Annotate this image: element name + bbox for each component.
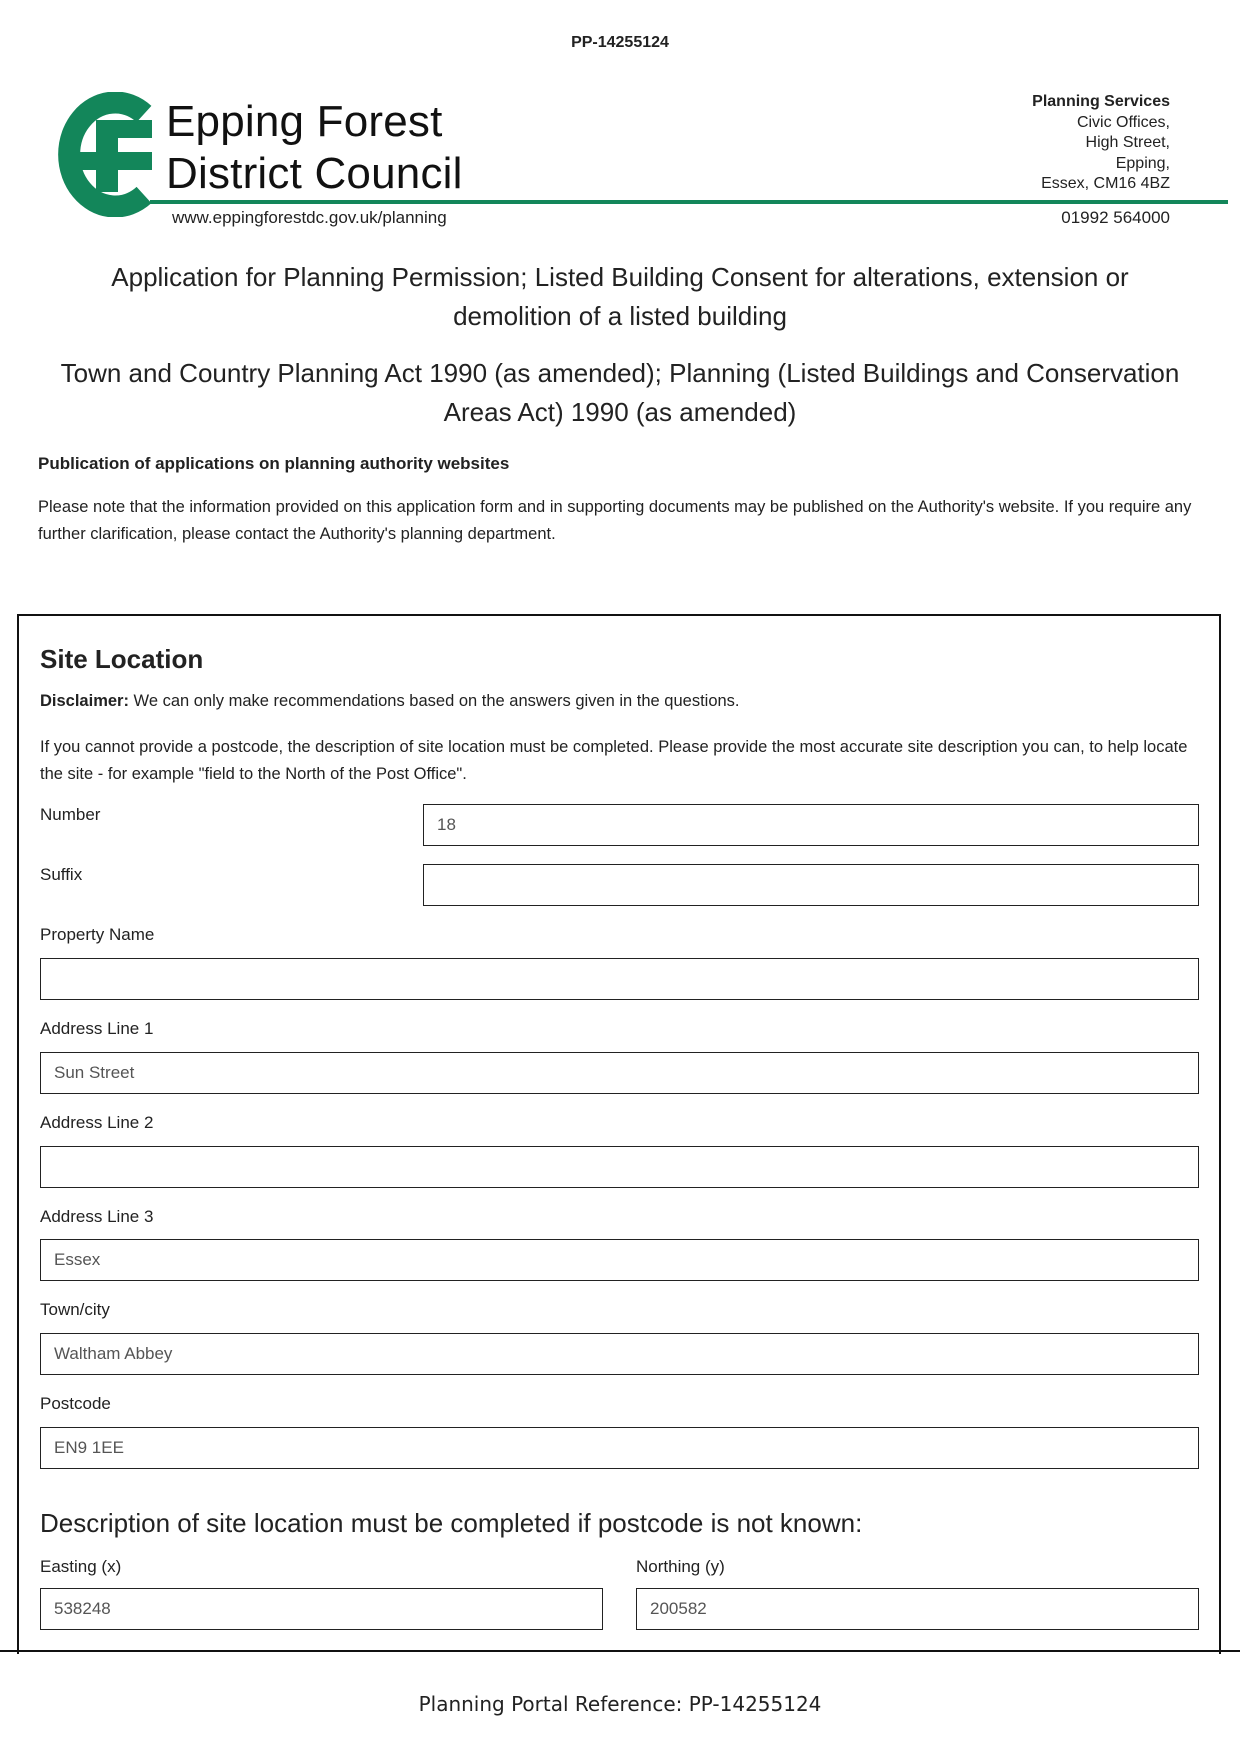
address-line-2-label: Address Line 2 [40,1113,154,1132]
site-instruction: If you cannot provide a postcode, the description of site location must be completed. Please provide the most accurate site description you can, to help locate the site - for example "field to the North of the Post Office". [40,738,1188,783]
site-location-section [17,614,1221,1654]
northing-field[interactable]: 200582 [636,1588,1199,1630]
council-name-line-1: Epping Forest [166,97,443,146]
address-line: High Street, [1085,134,1170,151]
section-title: Site Location [40,644,204,674]
form-title: Application for Planning Permission; Listed Building Consent for alterations, extension or demolition of a listed building [111,262,1129,331]
disclaimer-text: We can only make recommendations based on the answers given in the questions. [128,692,740,710]
council-address [1032,92,1170,195]
page-divider [0,1650,1240,1652]
council-header [58,88,1170,238]
address-line-1-field[interactable]: Sun Street [40,1052,1199,1094]
header-divider [150,200,1228,204]
description-heading: Description of site location must be completed if postcode is not known: [40,1508,863,1538]
footer-reference: Planning Portal Reference: PP-14255124 [418,1692,822,1716]
address-line: Epping, [1115,154,1170,172]
number-field[interactable]: 18 [423,804,1199,846]
disclaimer-label: Disclaimer: [40,692,129,710]
document-reference: PP-14255124 [571,34,669,51]
number-label: Number [40,805,101,824]
council-phone: 01992 564000 [1061,208,1170,227]
town-city-label: Town/city [40,1300,110,1319]
property-name-label: Property Name [40,925,155,944]
service-title: Planning Services [1032,93,1170,110]
address-line: Civic Offices, [1076,113,1170,131]
town-city-field[interactable]: Waltham Abbey [40,1333,1199,1375]
publication-text: Please note that the information provided on this application form and in supporting documents may be published on the Authority's website. If you require any further clarification, please contact the Authority's planning department. [38,498,1192,543]
address-line-2-field[interactable] [40,1146,1199,1188]
northing-label: Northing (y) [636,1557,725,1576]
publication-heading: Publication of applications on planning authority websites [38,454,510,473]
easting-field[interactable]: 538248 [40,1588,603,1630]
address-line-3-field[interactable]: Essex [40,1239,1199,1281]
easting-label: Easting (x) [40,1557,122,1576]
suffix-field[interactable] [423,864,1199,906]
postcode-label: Postcode [40,1394,111,1413]
council-name-line-2: District Council [166,149,463,198]
disclaimer [40,692,740,711]
address-line: Essex, CM16 4BZ [1041,175,1170,192]
address-line-1-label: Address Line 1 [40,1019,154,1038]
property-name-field[interactable] [40,958,1199,1000]
council-website: www.eppingforestdc.gov.uk/planning [172,208,447,227]
suffix-label: Suffix [40,865,83,884]
postcode-field[interactable]: EN9 1EE [40,1427,1199,1469]
council-logo-icon [58,92,158,217]
act-title: Town and Country Planning Act 1990 (as amended); Planning (Listed Buildings and Conservation Areas Act) 1990 (as amended) [60,358,1180,427]
address-line-3-label: Address Line 3 [40,1207,154,1226]
council-name [166,96,463,200]
